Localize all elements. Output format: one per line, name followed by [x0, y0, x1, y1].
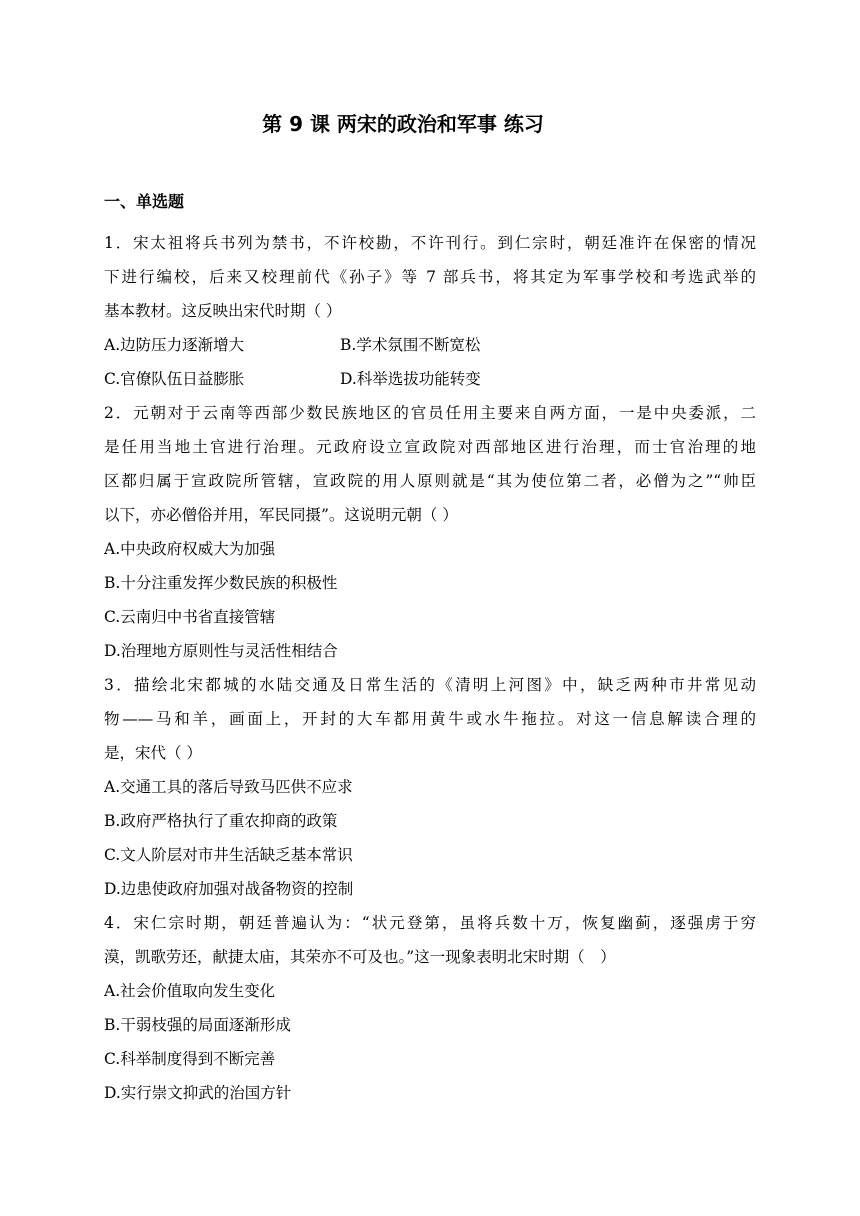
question-2-line-4: 以下，亦必僧俗并用，军民同摄”。这说明元朝（ ）: [104, 506, 458, 524]
question-4-line-2: 漠，凯歌劳还，献捷太庙，其荣亦不可及也。”这一现象表明北宋时期（ ）: [104, 948, 616, 966]
question-list: [104, 226, 756, 1110]
option-a: A.交通工具的落后导致马匹供不应求: [104, 778, 353, 796]
question-4: [104, 906, 756, 1110]
question-1-options-row-2: [104, 362, 756, 396]
option-d: D.科举选拔功能转变: [340, 370, 481, 388]
option-c: C.科举制度得到不断完善: [104, 1050, 276, 1068]
question-1-line-1: 1．宋太祖将兵书列为禁书，不许校勘，不许刊行。到仁宗时，朝廷准许在保密的情况: [104, 234, 756, 252]
option-b: B.学术氛围不断宽松: [340, 336, 481, 354]
question-1-line-2: 下进行编校，后来又校理前代《孙子》等 7 部兵书，将其定为军事学校和考选武举的: [104, 268, 756, 286]
option-b: B.干弱枝强的局面逐渐形成: [104, 1016, 291, 1034]
option-b: B.政府严格执行了重农抑商的政策: [104, 812, 338, 830]
question-2-line-3: 区都归属于宣政院所管辖，宣政院的用人原则就是“其为使位第二者，必僧为之”“帅臣: [104, 472, 756, 490]
option-a: A.社会价值取向发生变化: [104, 982, 276, 1000]
question-1-line-3: 基本教材。这反映出宋代时期（ ）: [104, 302, 342, 320]
option-c: C.文人阶层对市井生活缺乏基本常识: [104, 846, 353, 864]
question-1: [104, 226, 756, 396]
section-heading: 一、单选题: [104, 192, 185, 211]
option-a: A.中央政府权威大为加强: [104, 540, 276, 558]
option-c: C.官僚队伍日益膨胀: [104, 370, 245, 388]
option-a: A.边防压力逐渐增大: [104, 336, 245, 354]
question-4-line-1: 4．宋仁宗时期，朝廷普遍认为：“状元登第，虽将兵数十万，恢复幽蓟，逐强虏于穷: [104, 914, 756, 932]
question-2-line-1: 2．元朝对于云南等西部少数民族地区的官员任用主要来自两方面，一是中央委派，二: [104, 404, 756, 422]
question-3-line-1: 3．描绘北宋都城的水陆交通及日常生活的《清明上河图》中，缺乏两种市井常见动: [104, 676, 756, 694]
option-d: D.实行崇文抑武的治国方针: [104, 1084, 292, 1102]
question-3: [104, 668, 756, 906]
page-title: 第 9 课 两宋的政治和军事 练习: [262, 112, 544, 136]
question-2: [104, 396, 756, 668]
option-d: D.治理地方原则性与灵活性相结合: [104, 642, 338, 660]
question-2-line-2: 是任用当地土官进行治理。元政府设立宣政院对西部地区进行治理，而士官治理的地: [104, 438, 756, 456]
option-b: B.十分注重发挥少数民族的积极性: [104, 574, 338, 592]
option-c: C.云南归中书省直接管辖: [104, 608, 276, 626]
option-d: D.边患使政府加强对战备物资的控制: [104, 880, 354, 898]
question-3-line-3: 是，宋代（ ）: [104, 744, 202, 762]
question-3-line-2: 物——马和羊，画面上，开封的大车都用黄牛或水牛拖拉。对这一信息解读合理的: [104, 710, 756, 728]
question-1-options-row-1: [104, 328, 756, 362]
